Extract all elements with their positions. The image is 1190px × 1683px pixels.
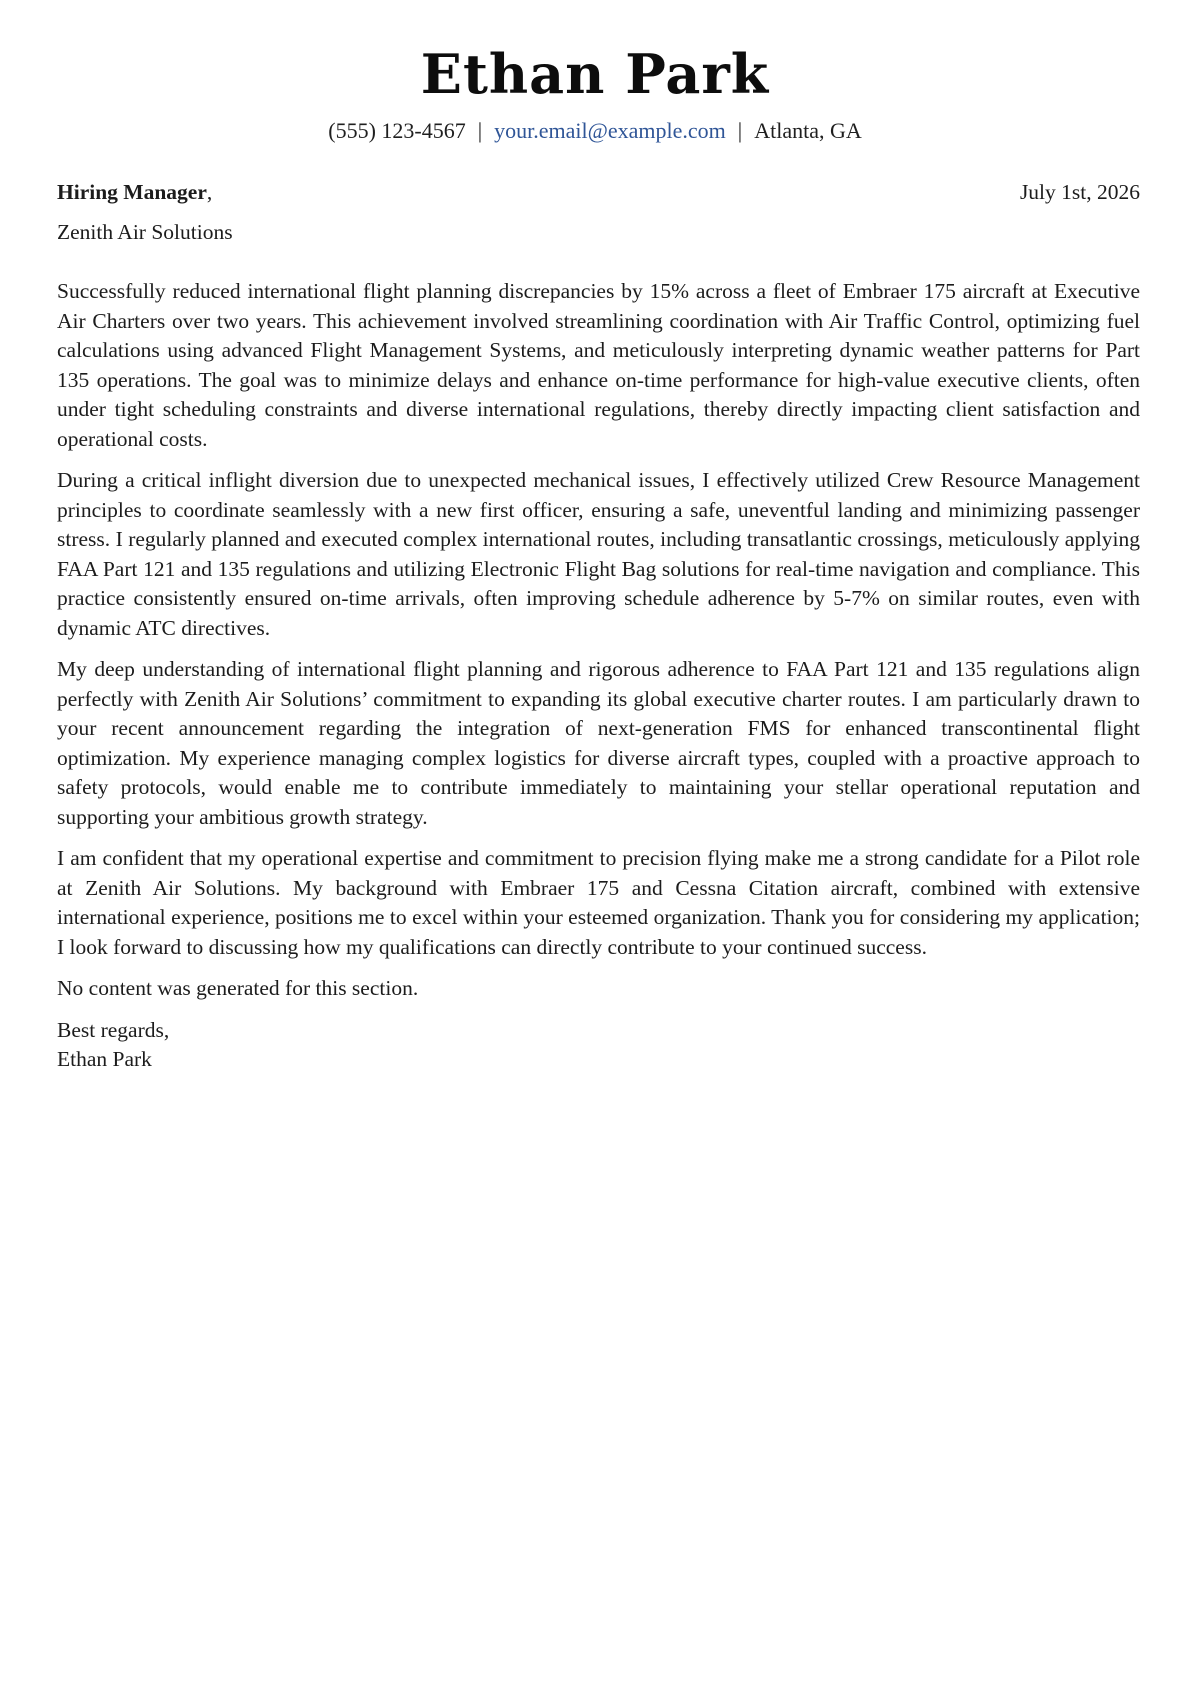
email-link[interactable]: your.email@example.com [494,118,726,143]
phone-number: (555) 123-4567 [328,118,466,143]
applicant-name: Ethan Park [420,42,770,106]
closing-signature: Ethan Park [57,1047,152,1071]
recipient-company: Zenith Air Solutions [57,219,233,244]
letter-body [57,178,1140,1075]
body-paragraph: I am confident that my operational expertise and commitment to precision flying make me a strong candidate for a Pilot role at Zenith Air Solutions. My background with Embraer 175 and Cessna Citation aircraft, combined with extensive international experience, positions me to excel within your esteemed organization. Thank you for considering my application; I look forward to discussing how my qualifications can directly contribute to your continued success. [57,846,1140,959]
closing-block [57,1016,1140,1075]
letter-header [0,42,1190,144]
contact-separator: | [737,118,743,143]
closing-salutation: Best regards, [57,1017,170,1042]
letter-date: July 1st, 2026 [1019,180,1140,204]
contact-separator: | [477,118,483,143]
body-paragraph: My deep understanding of international flight planning and rigorous adherence to FAA Part 121 and 135 regulations align perfectly with Zenith Air Solutions’ commitment to expanding its global executive charter routes. I am particularly drawn to your recent announcement regarding the integration of next-generation FMS for enhanced transcontinental flight optimization. My experience managing complex logistics for diverse aircraft types, coupled with a proactive approach to safety protocols, would enable me to contribute immediately to maintaining your stellar operational reputation and supporting your ambitious growth strategy. [57,657,1140,829]
body-paragraph: No content was generated for this section. [57,976,419,1000]
address-row [57,178,1140,208]
recipient-line [57,178,212,208]
body-paragraph: Successfully reduced international flight planning discrepancies by 15% across a fleet of Embraer 175 aircraft at Executive Air Charters over two years. This achievement involved streamlining coordination with Air Traffic Control, optimizing fuel calculations using advanced Flight Management Systems, and meticulously interpreting dynamic weather patterns for Part 135 operations. The goal was to minimize delays and enhance on-time performance for high-value executive clients, often under tight scheduling constraints and diverse international regulations, thereby directly impacting client satisfaction and operational costs. [57,279,1140,451]
body-paragraph: During a critical inflight diversion due to unexpected mechanical issues, I effectively utilized Crew Resource Management principles to coordinate seamlessly with a new first officer, ensuring a safe, uneventful landing and minimizing passenger stress. I regularly planned and executed complex international routes, including transatlantic crossings, meticulously applying FAA Part 121 and 135 regulations and utilizing Electronic Flight Bag solutions for real-time navigation and compliance. This practice consistently ensured on-time arrivals, often improving schedule adherence by 5-7% on similar routes, even with dynamic ATC directives. [57,468,1140,640]
location: Atlanta, GA [754,118,862,143]
contact-line [0,118,1190,144]
recipient-name-suffix: , [206,180,213,204]
recipient-name: Hiring Manager [57,180,207,204]
